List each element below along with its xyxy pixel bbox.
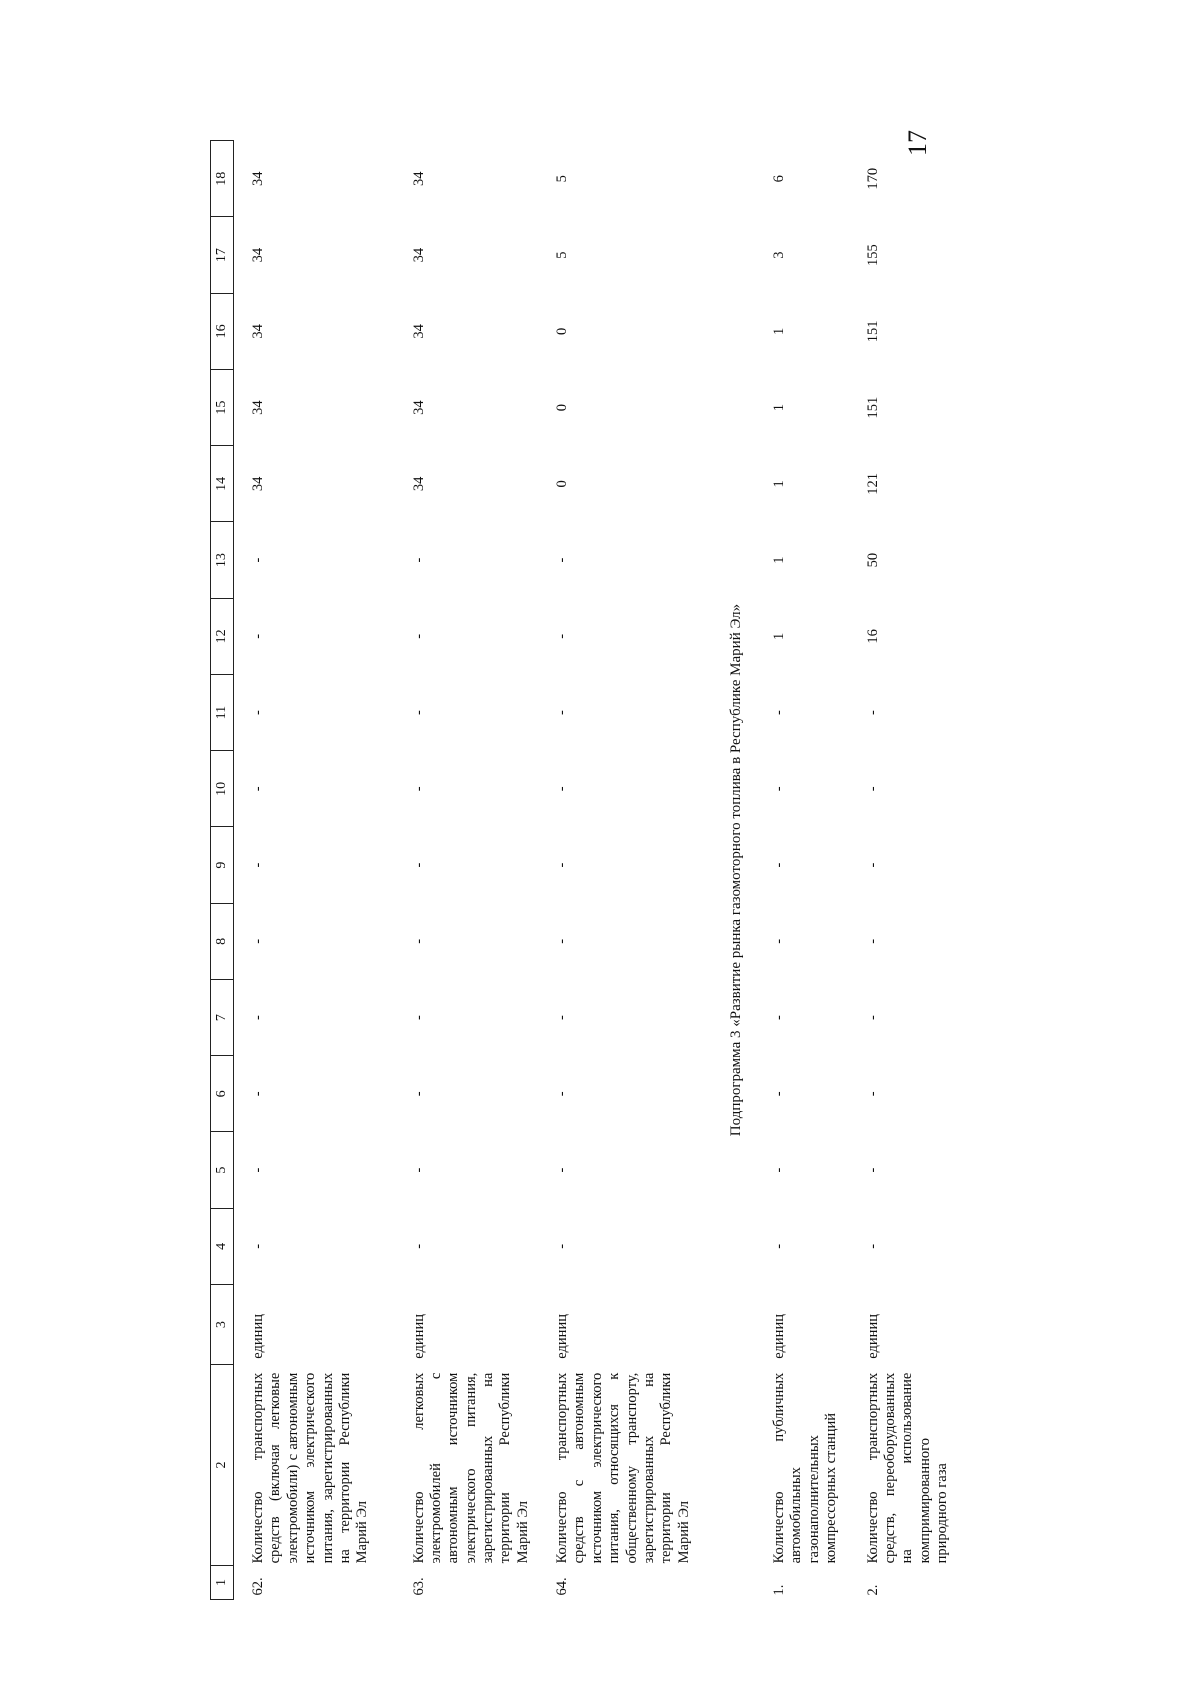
value-cell: -: [864, 1167, 881, 1173]
value-cell: -: [410, 862, 427, 868]
unit-cell: единиц: [250, 1314, 266, 1359]
value-cell: -: [250, 710, 266, 715]
header-cell: 10: [211, 751, 234, 827]
value-cell: 1: [770, 632, 787, 640]
value-cell: 3: [770, 251, 787, 259]
value-cell: 34: [410, 171, 427, 186]
value-cell: 34: [410, 324, 427, 339]
value-cell: -: [554, 1091, 571, 1097]
header-cell: 14: [211, 446, 234, 522]
header-cell: 4: [211, 1208, 234, 1284]
value-cell: 170: [864, 167, 881, 190]
value-cell: 151: [864, 320, 881, 343]
value-cell: -: [554, 557, 571, 563]
value-cell: -: [770, 1243, 787, 1249]
header-cell: 6: [211, 1056, 234, 1132]
value-cell: 1: [770, 403, 787, 412]
header-cell: 9: [211, 827, 234, 903]
value-cell: 34: [410, 247, 427, 263]
page-number: 17: [903, 130, 932, 156]
value-cell: 34: [410, 476, 427, 492]
header-cell: 18: [211, 141, 234, 217]
value-cell: 1: [770, 327, 787, 335]
header-row: [211, 141, 234, 1600]
value-cell: -: [770, 786, 787, 792]
value-cell: -: [410, 938, 427, 944]
table-row: [849, 141, 980, 1600]
header-cell: 15: [211, 369, 234, 445]
header-cell: 17: [211, 217, 234, 293]
header-cell: 2: [211, 1365, 234, 1566]
row-number: 2.: [864, 1584, 881, 1596]
header-cell: 5: [211, 1132, 234, 1208]
indicator-name: Количество транспортных средств, переоборудованных на использование компримированного природного газа: [864, 1372, 951, 1564]
value-cell: 6: [770, 175, 787, 183]
value-cell: -: [410, 1167, 427, 1173]
value-cell: 121: [864, 472, 881, 495]
value-cell: 34: [250, 324, 266, 339]
header-cell: 3: [211, 1284, 234, 1364]
value-cell: 50: [864, 552, 881, 568]
table-row: [755, 141, 849, 1600]
value-cell: -: [554, 786, 571, 792]
table-body: [234, 141, 981, 1600]
value-cell: -: [554, 1015, 571, 1020]
row-number: 62.: [250, 1577, 266, 1596]
value-cell: -: [864, 862, 881, 868]
value-cell: -: [410, 633, 427, 639]
value-cell: -: [250, 1243, 266, 1249]
value-cell: -: [250, 1015, 266, 1020]
value-cell: 34: [250, 171, 266, 186]
row-number: 64.: [554, 1577, 571, 1596]
header-cell: 13: [211, 522, 234, 598]
value-cell: -: [554, 633, 571, 639]
subprogram-title: Подпрограмма 3 «Развитие рынка газомоторного топлива в Республике Марий Эл»: [728, 603, 745, 1137]
value-cell: -: [250, 1167, 266, 1173]
value-cell: -: [770, 1015, 787, 1020]
header-cell: 12: [211, 598, 234, 674]
value-cell: 0: [554, 480, 571, 488]
value-cell: 16: [864, 629, 881, 644]
value-cell: -: [770, 1167, 787, 1173]
value-cell: -: [770, 862, 787, 868]
value-cell: 34: [250, 247, 266, 263]
value-cell: -: [250, 557, 266, 563]
header-cell: 1: [211, 1565, 234, 1599]
row-number: 63.: [410, 1577, 427, 1596]
value-cell: 34: [250, 400, 266, 415]
value-cell: -: [410, 710, 427, 715]
value-cell: -: [554, 862, 571, 868]
value-cell: -: [864, 1091, 881, 1097]
header-cell: 16: [211, 293, 234, 369]
value-cell: 155: [864, 244, 881, 266]
value-cell: -: [250, 1091, 266, 1097]
subprogram-row: [721, 141, 754, 1600]
table-row: [234, 141, 395, 1600]
indicator-name: Количество транспортных средств (включая легковые электромобили) с автономным источником электрического питания, зарегистрированных на территории Республики Марий Эл: [250, 1372, 371, 1564]
value-cell: 34: [250, 476, 266, 492]
value-cell: -: [864, 710, 881, 715]
value-cell: -: [864, 786, 881, 792]
indicator-name: Количество транспортных средств с автономным источником электрического питания, относящихся к общественному транспорту, зарегистрированных на территории Республики Марий Эл: [554, 1372, 692, 1564]
value-cell: -: [770, 1091, 787, 1097]
unit-cell: единиц: [554, 1314, 571, 1359]
value-cell: -: [250, 633, 266, 639]
indicators-table: [210, 140, 980, 1600]
value-cell: -: [864, 1243, 881, 1249]
value-cell: -: [250, 938, 266, 944]
value-cell: -: [410, 786, 427, 792]
value-cell: 34: [410, 400, 427, 415]
indicator-name: Количество публичных автомобильных газонаполнительных компрессорных станций: [770, 1372, 839, 1564]
header-cell: 8: [211, 903, 234, 979]
header-cell: 7: [211, 979, 234, 1055]
header-cell: 11: [211, 674, 234, 750]
value-cell: 1: [770, 556, 787, 564]
unit-cell: единиц: [864, 1314, 881, 1359]
value-cell: -: [410, 1243, 427, 1249]
value-cell: -: [250, 862, 266, 868]
value-cell: 5: [554, 251, 571, 259]
value-cell: 1: [770, 480, 787, 488]
unit-cell: единиц: [770, 1314, 787, 1359]
value-cell: -: [410, 557, 427, 563]
row-number: 1.: [770, 1584, 787, 1596]
unit-cell: единиц: [410, 1314, 427, 1359]
value-cell: -: [770, 938, 787, 944]
value-cell: -: [770, 710, 787, 715]
value-cell: -: [554, 710, 571, 715]
rotated-table-wrapper: [210, 140, 980, 1600]
table-row: [538, 141, 721, 1600]
value-cell: 0: [554, 327, 571, 335]
value-cell: -: [250, 786, 266, 792]
value-cell: 5: [554, 175, 571, 183]
value-cell: -: [864, 1015, 881, 1020]
value-cell: 0: [554, 403, 571, 412]
value-cell: -: [554, 938, 571, 944]
value-cell: -: [410, 1091, 427, 1097]
table-row: [395, 141, 539, 1600]
value-cell: -: [554, 1167, 571, 1173]
value-cell: 151: [864, 396, 881, 419]
indicator-name: Количество легковых электромобилей с автономным источником электрического питания, зарегистрированных на территории Республики Марий Эл: [410, 1372, 531, 1564]
value-cell: -: [554, 1243, 571, 1249]
value-cell: -: [864, 938, 881, 944]
table-header: [211, 141, 234, 1600]
value-cell: -: [410, 1015, 427, 1020]
